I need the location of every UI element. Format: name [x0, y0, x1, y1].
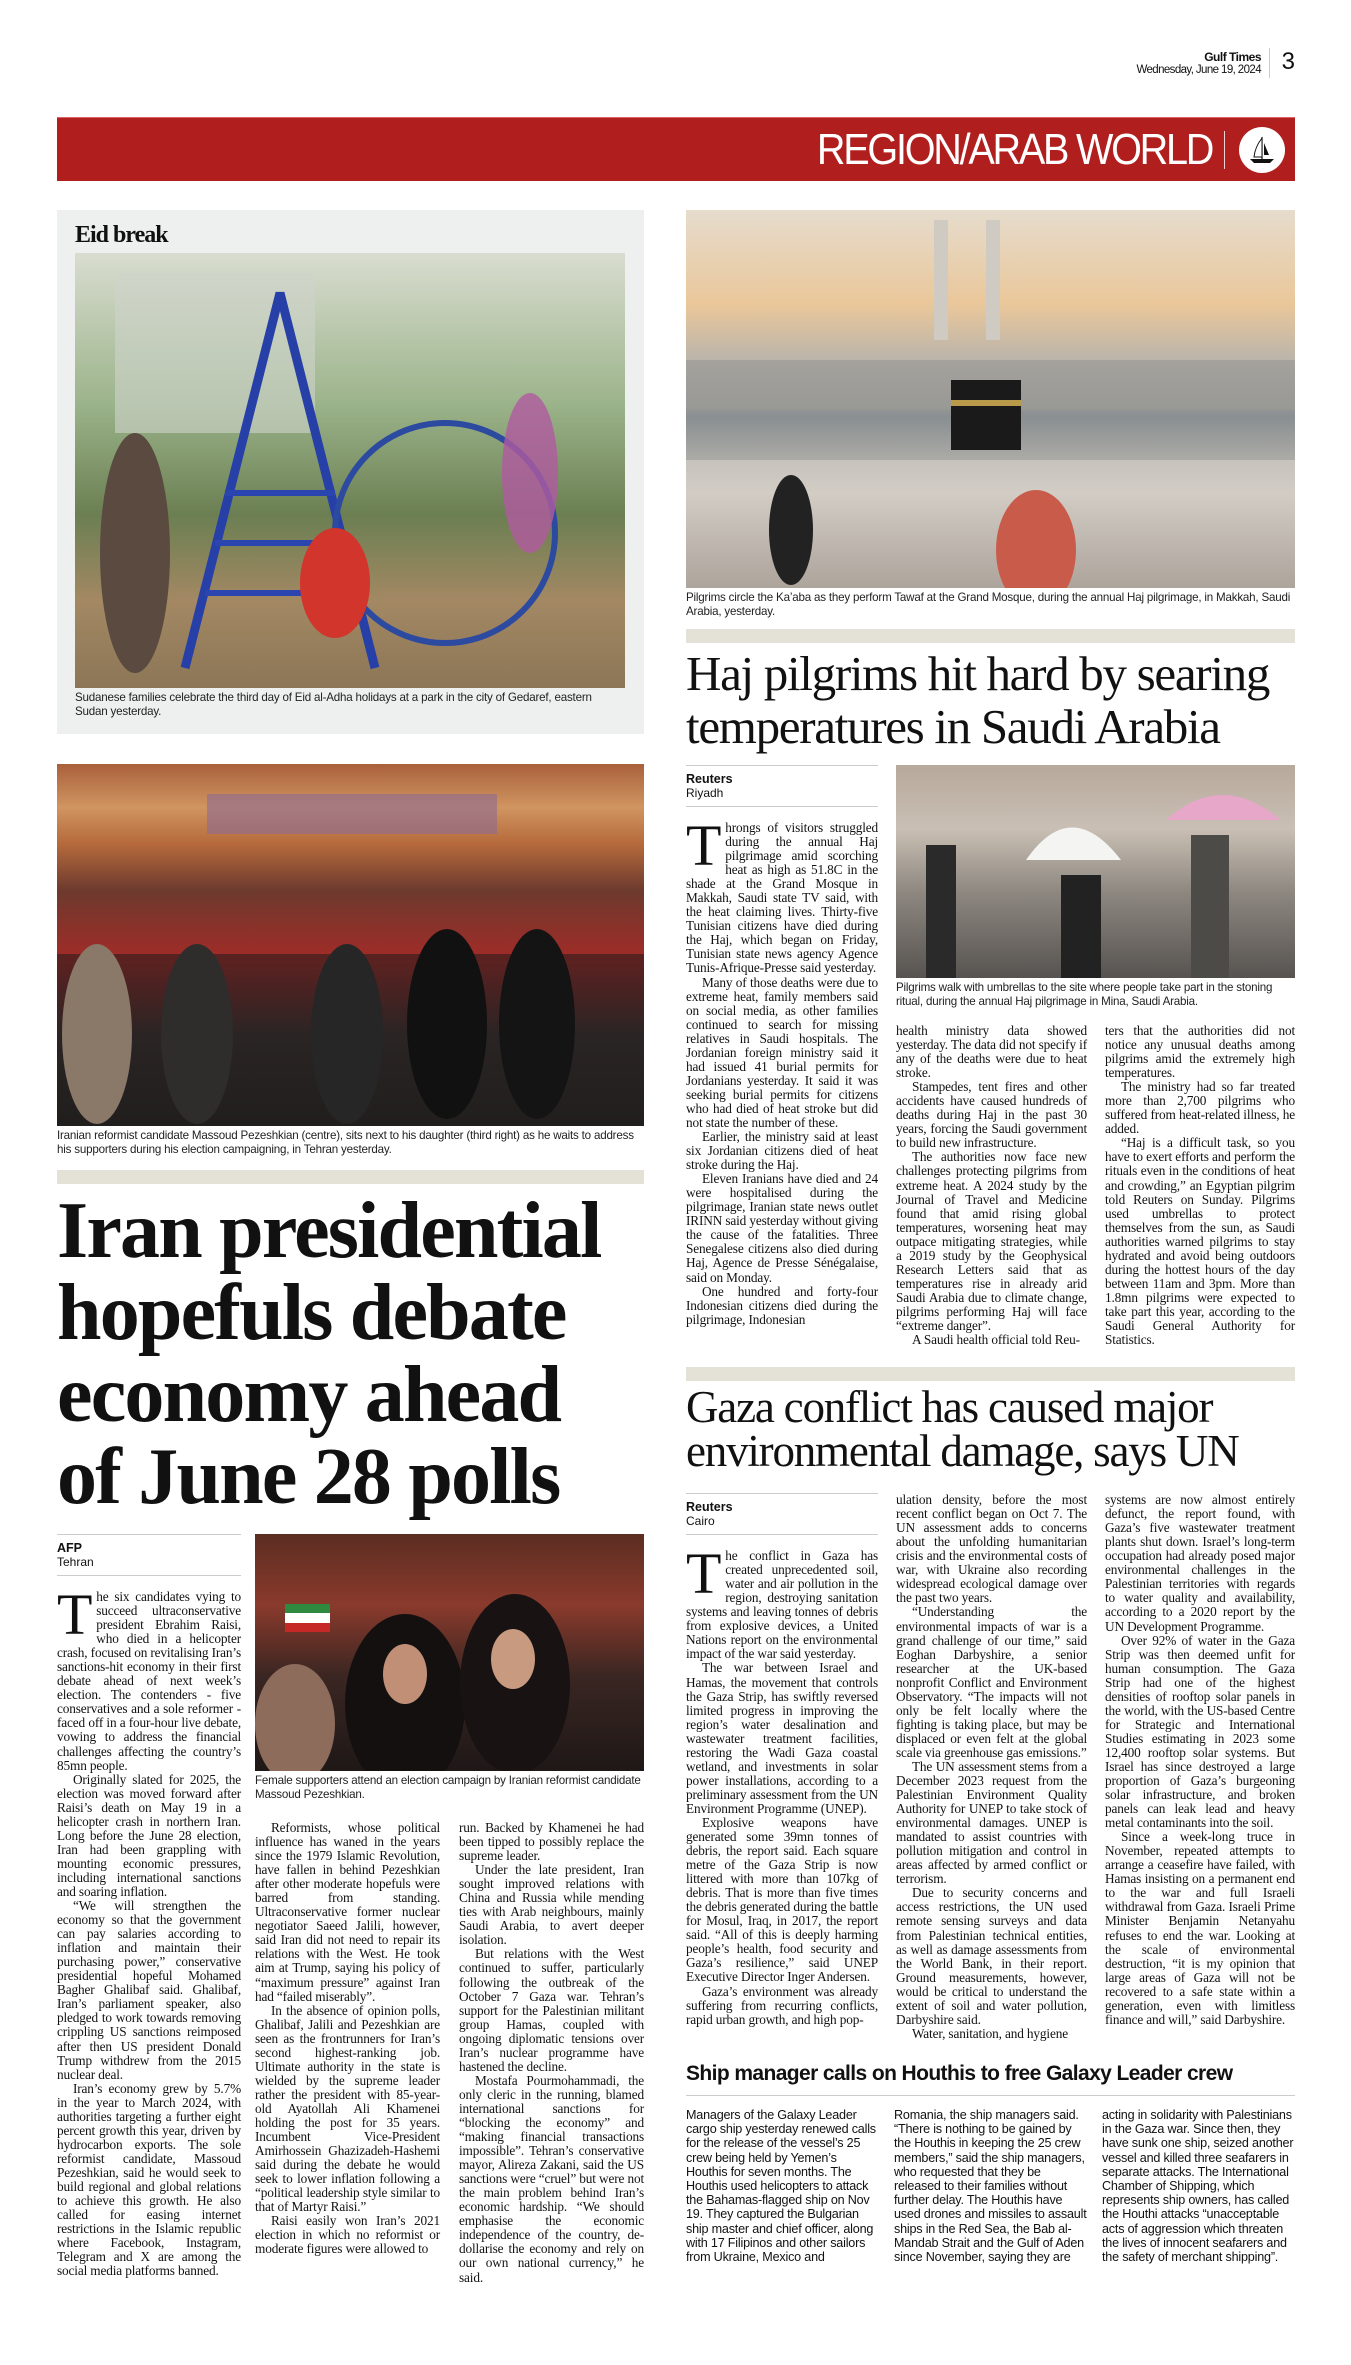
divider-bar	[686, 1367, 1295, 1381]
ship-story	[686, 2108, 1295, 2264]
lead-paragraph	[57, 1582, 241, 1773]
newspaper-name: Gulf Times	[1204, 50, 1261, 64]
iran-column-1-wrap	[57, 1534, 241, 2278]
lead-text: hrongs of visitors struggled during the annual Haj pilgrimage amid scorching heat as high as 51.8C in the shade at the Grand Mosque in Makkah, Saudi state TV said, with the heat claiming lives. Thirty-five Tunisian citizens have died during the Haj, which began on Friday, Tunisian state news agency Agence Tunis-Afrique-Presse said yesterday.	[686, 820, 878, 976]
section-banner	[57, 117, 1295, 181]
drop-cap: T	[57, 1582, 93, 1647]
paragraph: Earlier, the ministry said at least six Jordanian citizens died of heat stroke during the Haj.	[686, 1129, 878, 1173]
paragraph: Explosive weapons have generated some 39mn tonnes of debris, the report said. Each square metre of the Gaza Strip is now littered with more than 107kg of debris. That is more than five times the debris generated during the battle for Mosul, Iraq, in 2017, the report said. “All of this is deeply harming people’s health, food security and Gaza’s resilience,” said UNEP Executive Director Inger Andersen.	[686, 1814, 878, 1985]
paragraph: “Haj is a difficult task, so you have to exert efforts and perform the rituals even in the conditions of heat and crowding,” an Egyptian pilgrim told Reuters on Sunday. Pilgrims used umbrellas to protect themselves from the sun, as Saudi authorities warned pilgrims to stay hydrated and avoid being outdoors during the hottest hours of the day between 11am and 3pm. More than 1.8mn pilgrims were expected to take part this year, according to the Saudi General Authority for Statistics.	[1105, 1135, 1295, 1348]
gaza-column-2	[896, 1493, 1087, 2041]
paragraph: Managers of the Galaxy Leader cargo ship yesterday renewed calls for the release of the vessel’s 25 crew being held by Yemen’s Houthis for seven months. The Houthis used helicopters to attack the Bahamas-flagged ship on Nov 19. They captured the Bulgarian ship master and chief officer, along with 17 Filipinos and other sailors from Ukraine, Mexico and	[686, 2107, 876, 2264]
headline-line: Haj pilgrims hit hard by searing	[686, 646, 1270, 701]
ship-column-2	[894, 2108, 1087, 2264]
haj-kaaba-caption: Pilgrims circle the Ka’aba as they perform Tawaf at the Grand Mosque, during the annual Haj pilgrimage, in Makkah, Saudi Arabia, yesterday.	[686, 591, 1291, 618]
ship-column-3	[1102, 2108, 1295, 2264]
paragraph: But relations with the West continued to suffer, particularly following the outbreak of the October 7 Gaza war. Tehran’s support for the Palestinian militant group Hamas, coupled with ongoing diplomatic tensions over Iran’s nuclear programme have hastened the decline.	[459, 1946, 644, 2074]
haj-byline	[686, 765, 878, 807]
haj-umbrella-photo	[896, 765, 1295, 978]
issue-date: Wednesday, June 19, 2024	[1136, 64, 1261, 76]
paragraph: Gaza’s environment was already suffering from recurring conflicts, rapid urban growth, and high pop-	[686, 1983, 878, 2027]
haj-column-1-wrap	[686, 765, 878, 1327]
paragraph: A Saudi health official told Reu-	[911, 1332, 1080, 1348]
iran-lower-columns	[255, 1821, 644, 2285]
paragraph: The UN assessment stems from a December 2023 request from the Palestinian Environment Quality Authority for UNEP to take stock of environmental damages. UNEP is mandated to assist countries with pollution mitigation and control in areas affected by armed conflict or terrorism.	[896, 1758, 1087, 1887]
iran-byline	[57, 1534, 241, 1576]
haj-column-2	[896, 1024, 1087, 1347]
iran-hall-photo	[57, 764, 644, 1126]
paragraph: In the absence of opinion polls, Ghalibaf, Jalili and Pezeshkian are seen as the frontrunners for Iran’s second highest-ranking job. Ultimate authority in the state is wielded by the supreme leader rather the president with 85-year-old Ayatollah Ali Khamenei holding the post for 35 years. Incumbent Vice-President Amirhossein Ghazizadeh-Hashemi said during the debate he would seek to lower inflation following a “political leadership style similar to that of Martyr Raisi.”	[255, 2002, 440, 2215]
iran-right-wrap	[255, 1534, 644, 2285]
headline-line: of June 28 polls	[57, 1433, 560, 1521]
paragraph: Stampedes, tent fires and other accidents have caused hundreds of deaths during Haj in the past 30 years, forcing the Saudi government to build new infrastructure.	[896, 1079, 1087, 1151]
agency: AFP	[57, 1541, 82, 1555]
haj-kaaba-photo	[686, 210, 1295, 588]
lead-paragraph	[686, 1541, 878, 1662]
paragraph: systems are now almost entirely defunct, the report found, with Gaza’s five wastewater treatment plants shut down. Israel’s long-term occupation had already posed major environmental challenges in the Palestinian territories with regards to water quality and availability, according to a 2020 report by the UN Development Programme.	[1105, 1492, 1295, 1634]
iran-column-2	[255, 1821, 440, 2256]
dateline: Riyadh	[686, 786, 724, 800]
agency: Reuters	[686, 772, 733, 786]
iran-column-3	[459, 1821, 644, 2285]
haj-lower-columns	[896, 1024, 1295, 1347]
gaza-headline	[686, 1382, 1295, 1477]
paragraph: Since a week-long truce in November, repeated attempts to arrange a ceasefire have failed, with Hamas insisting on a permanent end to the war and full Israeli withdrawal from Gaza. Israeli Prime Minister Benjamin Netanyahu refuses to end the war. Looking at the scale of environmental destruction, “it is my opinion that large areas of Gaza will not be recovered to a safe state within a generation, even with limitless finance and will,” said Darbyshire.	[1105, 1829, 1295, 2027]
dateline: Tehran	[57, 1555, 94, 1569]
paragraph: Eleven Iranians have died and 24 were hospitalised during the pilgrimage, Iranian state news outlet IRINN said yesterday without giving the cause of the fatalities. Three Senegalese citizens also died during Haj, Agence de Presse Sénégalaise, said on Monday.	[686, 1171, 878, 1285]
paragraph: “Understanding the environmental impacts of war is a grand challenge of our time,” said Eoghan Darbyshire, a senior researcher at the UK-based nonprofit Conflict and Environment Observatory. “The impacts will not only be felt locally where the fighting is taking place, but may be displaced or even felt at the global scale via greenhouse gas emissions.”	[896, 1604, 1087, 1760]
eid-break-box	[57, 210, 644, 734]
headline-line: hopefuls debate	[57, 1269, 566, 1357]
haj-column-3	[1105, 1024, 1295, 1347]
iran-story	[57, 1534, 644, 2285]
iran-hall-caption: Iranian reformist candidate Massoud Pezeshkian (centre), sits next to his daughter (third right) as he waits to address his supporters during his election campaigning, in Tehran yesterday.	[57, 1129, 634, 1156]
iran-column-1	[57, 1582, 241, 2279]
headline-line: Gaza conflict has caused major	[686, 1382, 1213, 1433]
page-number: 3	[1269, 48, 1295, 78]
gaza-byline	[686, 1493, 878, 1535]
eid-caption: Sudanese families celebrate the third day of Eid al-Adha holidays at a park in the city of Gedaref, eastern Sudan yesterday.	[75, 691, 592, 718]
iran-supporters-photo	[255, 1534, 644, 1771]
agency: Reuters	[686, 1500, 733, 1515]
haj-story	[686, 765, 1295, 1347]
headline-line: environmental damage, says UN	[686, 1426, 1239, 1477]
paragraph: Mostafa Pourmohammadi, the only cleric in the running, blamed international sanctions for “blocking the economy” and “making financial transactions impossible”. Tehran’s conservative mayor, Alireza Zakani, said the US sanctions were “cruel” but were not the main problem behind Iran’s economic hardship. “We should emphasise the economic independence of the country, de-dollarise the economy and rely on our own national currency,” he said.	[459, 2072, 644, 2285]
haj-headline	[686, 647, 1295, 753]
paragraph: “We will strengthen the economy so that the government can pay salaries according to inflation and maintain their purchasing power,” conservative presidential hopeful Mohamed Bagher Ghalibaf said. Ghalibaf, Iran’s parliament speaker, also pledged to work towards removing crippling US sanctions reimposed after then US president Donald Trump withdrew from the 2015 nuclear deal.	[57, 1898, 241, 2082]
drop-cap: T	[686, 1541, 722, 1607]
paragraph: Over 92% of water in the Gaza Strip was then deemed unfit for human consumption. The Gaza Strip had one of the highest densities of rooftop solar panels in the world, with the US-based Centre for Strategic and International Studies estimating in 2023 some 12,400 rooftop solar systems. But Israel has since destroyed a large proportion of Gaza’s burgeoning solar infrastructure, and broken panels can leak lead and heavy metal contaminants into the soil.	[1105, 1632, 1295, 1831]
haj-umbrella-caption: Pilgrims walk with umbrellas to the site where people take part in the stoning ritual, during the annual Haj pilgrimage in Mina, Saudi Arabia.	[896, 981, 1273, 1008]
haj-right-wrap	[896, 765, 1295, 1347]
drop-cap: T	[686, 813, 722, 878]
paragraph: The authorities now face new challenges protecting pilgrims from extreme heat. A 2024 study by the Journal of Travel and Medicine found that amid rising global temperatures, worsening heat may outpace mitigating strategies, while a 2019 study by the Geophysical Research Letters said that as temperatures rise in already arid Saudi Arabia due to climate change, pilgrims performing Haj will face “extreme danger”.	[896, 1149, 1087, 1333]
section-title: REGION/ARAB WORLD	[816, 124, 1212, 174]
paragraph: Romania, the ship managers said. “There is nothing to be gained by the Houthis in keeping the 25 crew members,” said the ship managers, who requested that they be released to their families without further delay. The Houthis have used drones and missiles to assault ships in the Red Sea, the Bab al-Mandab Strait and the Gulf of Aden since November, saying they are	[894, 2107, 1087, 2264]
eid-title: Eid break	[75, 222, 168, 248]
paragraph: ulation density, before the most recent conflict began on Oct 7. The UN assessment adds to concerns about the unfolding humanitarian crisis and the environmental costs of war, with Ukraine also recording widespread ecological damage over the past two years.	[896, 1492, 1087, 1606]
gaza-column-1-wrap	[686, 1493, 878, 2027]
divider	[1224, 131, 1225, 169]
lead-paragraph	[686, 813, 878, 976]
headline-line: Iran presidential	[57, 1187, 601, 1275]
divider-bar	[57, 1170, 644, 1184]
divider-bar	[686, 629, 1295, 643]
dateline: Cairo	[686, 1514, 715, 1529]
paragraph: Iran’s economy grew by 5.7% in the year to March 2024, with authorities targeting a further eight percent growth this year, driven by hydrocarbon exports. The sole reformist candidate, Massoud Pezeshkian, said he would seek to build regional and global relations to achieve this growth. He also called for easing internet restrictions in the Islamic republic where Facebook, Instagram, Telegram and X are among the social media platforms banned.	[57, 2080, 241, 2279]
headline-line: economy ahead	[57, 1351, 561, 1439]
paragraph: Many of those deaths were due to extreme heat, family members said on social media, as other families continued to search for missing relatives in Saudi hospitals. The Jordanian foreign ministry said it had issued 41 burial permits for Jordanians yesterday. It said it was seeking burial permits for citizens who had died of heat stroke but did not state the number of these.	[686, 974, 878, 1130]
paragraph: acting in solidarity with Palestinians in the Gaza war. Since then, they have sunk one ship, seized another vessel and killed three seafarers in separate attacks. The International Chamber of Shipping, which represents ship owners, has called the Houthi attacks “unacceptable acts of aggression which threaten the lives of innocent seafarers and the safety of merchant shipping”.	[1102, 2107, 1294, 2264]
right-half	[686, 210, 1295, 2264]
paragraph: health ministry data showed yesterday. The data did not specify if any of the deaths were due to heat stroke.	[896, 1023, 1087, 1081]
lead-text: he six candidates vying to succeed ultraconservative president Ebrahim Raisi, who died in a helicopter crash, focused on revitalising Iran’s sanctions-hit economy in their first debate ahead of next week’s election. The contenders - five conservatives and a sole reformer - faced off in a four-hour live debate, vowing to address the financial challenges affecting the country’s 85mn people.	[57, 1589, 241, 1773]
paragraph: The war between Israel and Hamas, the movement that controls the Gaza Strip, has swiftly reversed limited progress in improving the region’s water desalination and wastewater treatment facilities, restoring the Wadi Gaza coastal wetland, and investments in solar power installations, according to a preliminary assessment from the UN Environment Programme (UNEP).	[686, 1660, 878, 1816]
paragraph: Originally slated for 2025, the election was moved forward after Raisi’s death on May 19 in a helicopter crash in northern Iran. Long before the June 28 election, Iran had been grappling with mounting economic pressures, including international sanctions and soaring inflation.	[57, 1771, 241, 1899]
paragraph: ters that the authorities did not notice any unusual deaths among pilgrims amid the extremely high temperatures.	[1105, 1023, 1295, 1081]
left-half	[57, 210, 644, 2285]
paragraph: Reformists, whose political influence has waned in the years since the 1979 Islamic Revolution, have fallen in behind Pezeshkian after other moderate hopefuls were barred from standing. Ultraconservative former nuclear negotiator Saeed Jalili, however, said Iran did not need to repair its relations with the West. He took aim at Trump, saying his policy of “maximum pressure” against Iran had “failed miserably”.	[255, 1820, 440, 2004]
paragraph: Raisi easily won Iran’s 2021 election in which no reformist or moderate figures were allowed to	[255, 2213, 440, 2257]
iran-headline	[57, 1187, 644, 1521]
lead-text: he conflict in Gaza has created unprecedented soil, water and air pollution in the region, destroying sanitation systems and leaving tonnes of debris from explosive devices, a United Nations report on the environmental impact of the war said yesterday.	[686, 1548, 878, 1662]
headline-line: temperatures in Saudi Arabia	[686, 699, 1220, 754]
paragraph: Water, sanitation, and hygiene	[911, 2025, 1068, 2041]
paragraph: run. Backed by Khamenei he had been tipped to possibly replace the supreme leader.	[459, 1820, 644, 1864]
paragraph: Due to security concerns and access restrictions, the UN used remote sensing surveys and data from Palestinian technical entities, as well as damage assessments from the World Bank, in their report. Ground measurements, however, would be critical to understand the extent of soil and water pollution, Darbyshire said.	[896, 1885, 1087, 2027]
eid-photo	[75, 253, 625, 688]
iran-supporters-caption: Female supporters attend an election campaign by Iranian reformist candidate Massoud Pezeshkian.	[255, 1774, 641, 1801]
masthead	[1136, 50, 1295, 76]
paragraph: Under the late president, Iran sought improved relations with China and Russia while mending ties with Arab neighbours, mainly Saudi Arabia, to avert deeper isolation.	[459, 1862, 644, 1948]
gaza-column-1	[686, 1541, 878, 2027]
haj-column-1	[686, 813, 878, 1327]
paragraph: One hundred and forty-four Indonesian citizens died during the pilgrimage, Indonesian	[686, 1283, 878, 1327]
ship-column-1	[686, 2108, 879, 2264]
ship-headline: Ship manager calls on Houthis to free Galaxy Leader crew	[686, 2061, 1295, 2096]
paragraph: The ministry had so far treated more than 2,700 pilgrims who suffered from heat-related illness, he added.	[1105, 1079, 1295, 1137]
gaza-story	[686, 1493, 1295, 2041]
gaza-column-3	[1105, 1493, 1295, 2027]
dhow-icon	[1239, 127, 1285, 173]
